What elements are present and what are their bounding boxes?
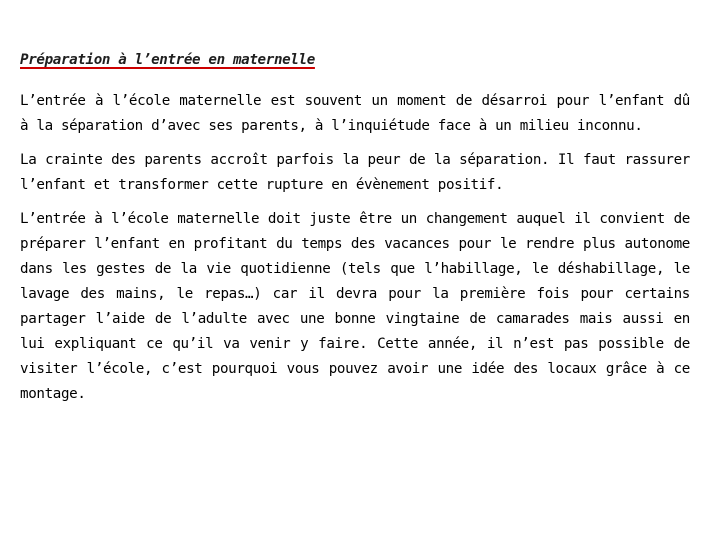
document-body	[20, 48, 690, 416]
document-title: Préparation à l’entrée en maternelle	[20, 52, 315, 68]
paragraph-intro: L’entrée à l’école maternelle est souvent un moment de désarroi pour l’enfant dû à la séparation d’avec ses parents, à l’inquiétude face à un milieu inconnu.	[20, 93, 690, 134]
paragraph-preparation: L’entrée à l’école maternelle doit juste être un changement auquel il convient de préparer l’enfant en profitant du temps des vacances pour le rendre plus autonome dans les gestes de la vie quotidienne (tels que l’habillage, le déshabillage, le lavage des mains, le repas…) car il devra pour la première fois pour certains partager l’aide de l’adulte avec une bonne vingtaine de camarades mais aussi en lui expliquant ce qu’il va venir y faire. Cette année, il n’est pas possible de visiter l’école, c’est pourquoi vous pouvez avoir une idée des locaux grâce à ce montage.	[20, 211, 690, 402]
paragraph-parents: La crainte des parents accroît parfois la peur de la séparation. Il faut rassurer l’enfant et transformer cette rupture en évènement positif.	[20, 152, 690, 193]
